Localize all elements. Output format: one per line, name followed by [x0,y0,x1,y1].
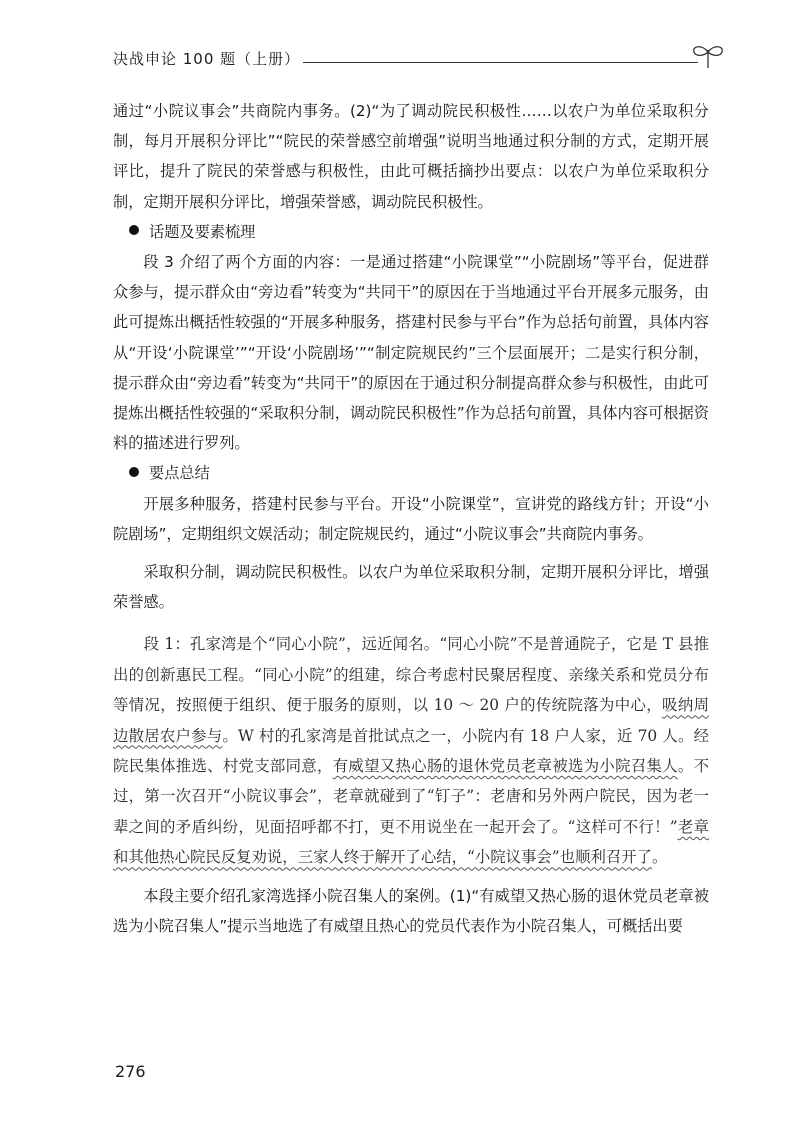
quote-text: 。不过，第一次召开“小院议事会”，老章就碰到了“钉子”：老唐和另外两户院民，因为老一辈之间的矛盾纠纷，见面招呼都不打，更不用说坐在一起开会了。“这样可不行！” [113,757,709,836]
page-number: 276 [115,1062,146,1081]
page-body [113,96,709,941]
source-material-quote [113,629,709,872]
underlined-phrase: 吸纳周边散居农户参与 [113,696,709,745]
header-rule [303,62,698,63]
book-title: 决战申论 100 题（上册） [113,50,301,68]
quote-text: 。 [652,848,668,867]
heading-text: 话题及要素梳理 [149,222,256,241]
running-header [113,48,713,72]
bullet-icon [129,467,139,477]
paragraph: 本段主要介绍孔家湾选择小院召集人的案例。(1)“有威望又热心肠的退休党员老章被选为小院召集人”提示当地选了有威望且热心的党员代表作为小院召集人，可概括出要 [113,886,709,935]
quote-text: 。W 村的孔家湾是首批试点之一，小院内有 18 户人家，近 70 人。经院民集体推选、村党支部同意， [113,726,709,776]
paragraph: 段 3 介绍了两个方面的内容：一是通过搭建“小院课堂”“小院剧场”等平台，促进群众参与，提示群众由“旁边看”转变为“共同干”的原因在于当地通过平台开展多元服务，由此可提炼出概括性较强的“开展多种服务，搭建村民参与平台”作为总括句前置，具体内容从“开设‘小院课堂’”“开设‘小院剧场’”“制定院规民约”三个层面展开；二是实行积分制，提示群众由“旁边看”转变为“共同干”的原因在于通过积分制提高群众参与积极性，由此可提炼出概括性较强的“采取积分制，调动院民积极性”作为总括句前置，具体内容可根据资料的描述进行罗列。 [113,253,709,453]
section-heading [113,217,709,247]
paragraph: 采取积分制，调动院民积极性。以农户为单位采取积分制，定期开展积分评比，增强荣誉感。 [113,563,709,612]
quote-text: 段 1：孔家湾是个“同心小院”，远近闻名。“同心小院”不是普通院子，它是 T 县推出的创新惠民工程。“同心小院”的组建，综合考虑村民聚居程度、亲缘关系和党员分布等情况，按照便于组织、便于服务的原则，以 10 ～ 20 户的传统院落为中心， [113,635,709,715]
paragraph: 通过“小院议事会”共商院内事务。(2)“为了调动院民积极性……以农户为单位采取积分制，每月开展积分评比”“院民的荣誉感空前增强”说明当地通过积分制的方式，定期开展评比，提升了院民的荣誉感与积极性，由此可概括摘抄出要点：以农户为单位采取积分制，定期开展积分评比，增强荣誉感，调动院民积极性。 [113,102,709,211]
underlined-phrase: 老章和其他热心院民反复劝说，三家人终于解开了心结，“小院议事会”也顺利召开了 [113,817,709,867]
bullet-icon [129,225,139,235]
heading-text: 要点总结 [149,464,210,483]
underlined-phrase: 有威望又热心肠的退休党员老章被选为小院召集人 [332,757,678,776]
section-heading [113,458,709,488]
sprout-icon [688,42,728,70]
paragraph: 开展多种服务，搭建村民参与平台。开设“小院课堂”，宣讲党的路线方针；开设“小院剧场”，定期组织文娱活动；制定院规民约，通过“小院议事会”共商院内事务。 [113,494,709,543]
